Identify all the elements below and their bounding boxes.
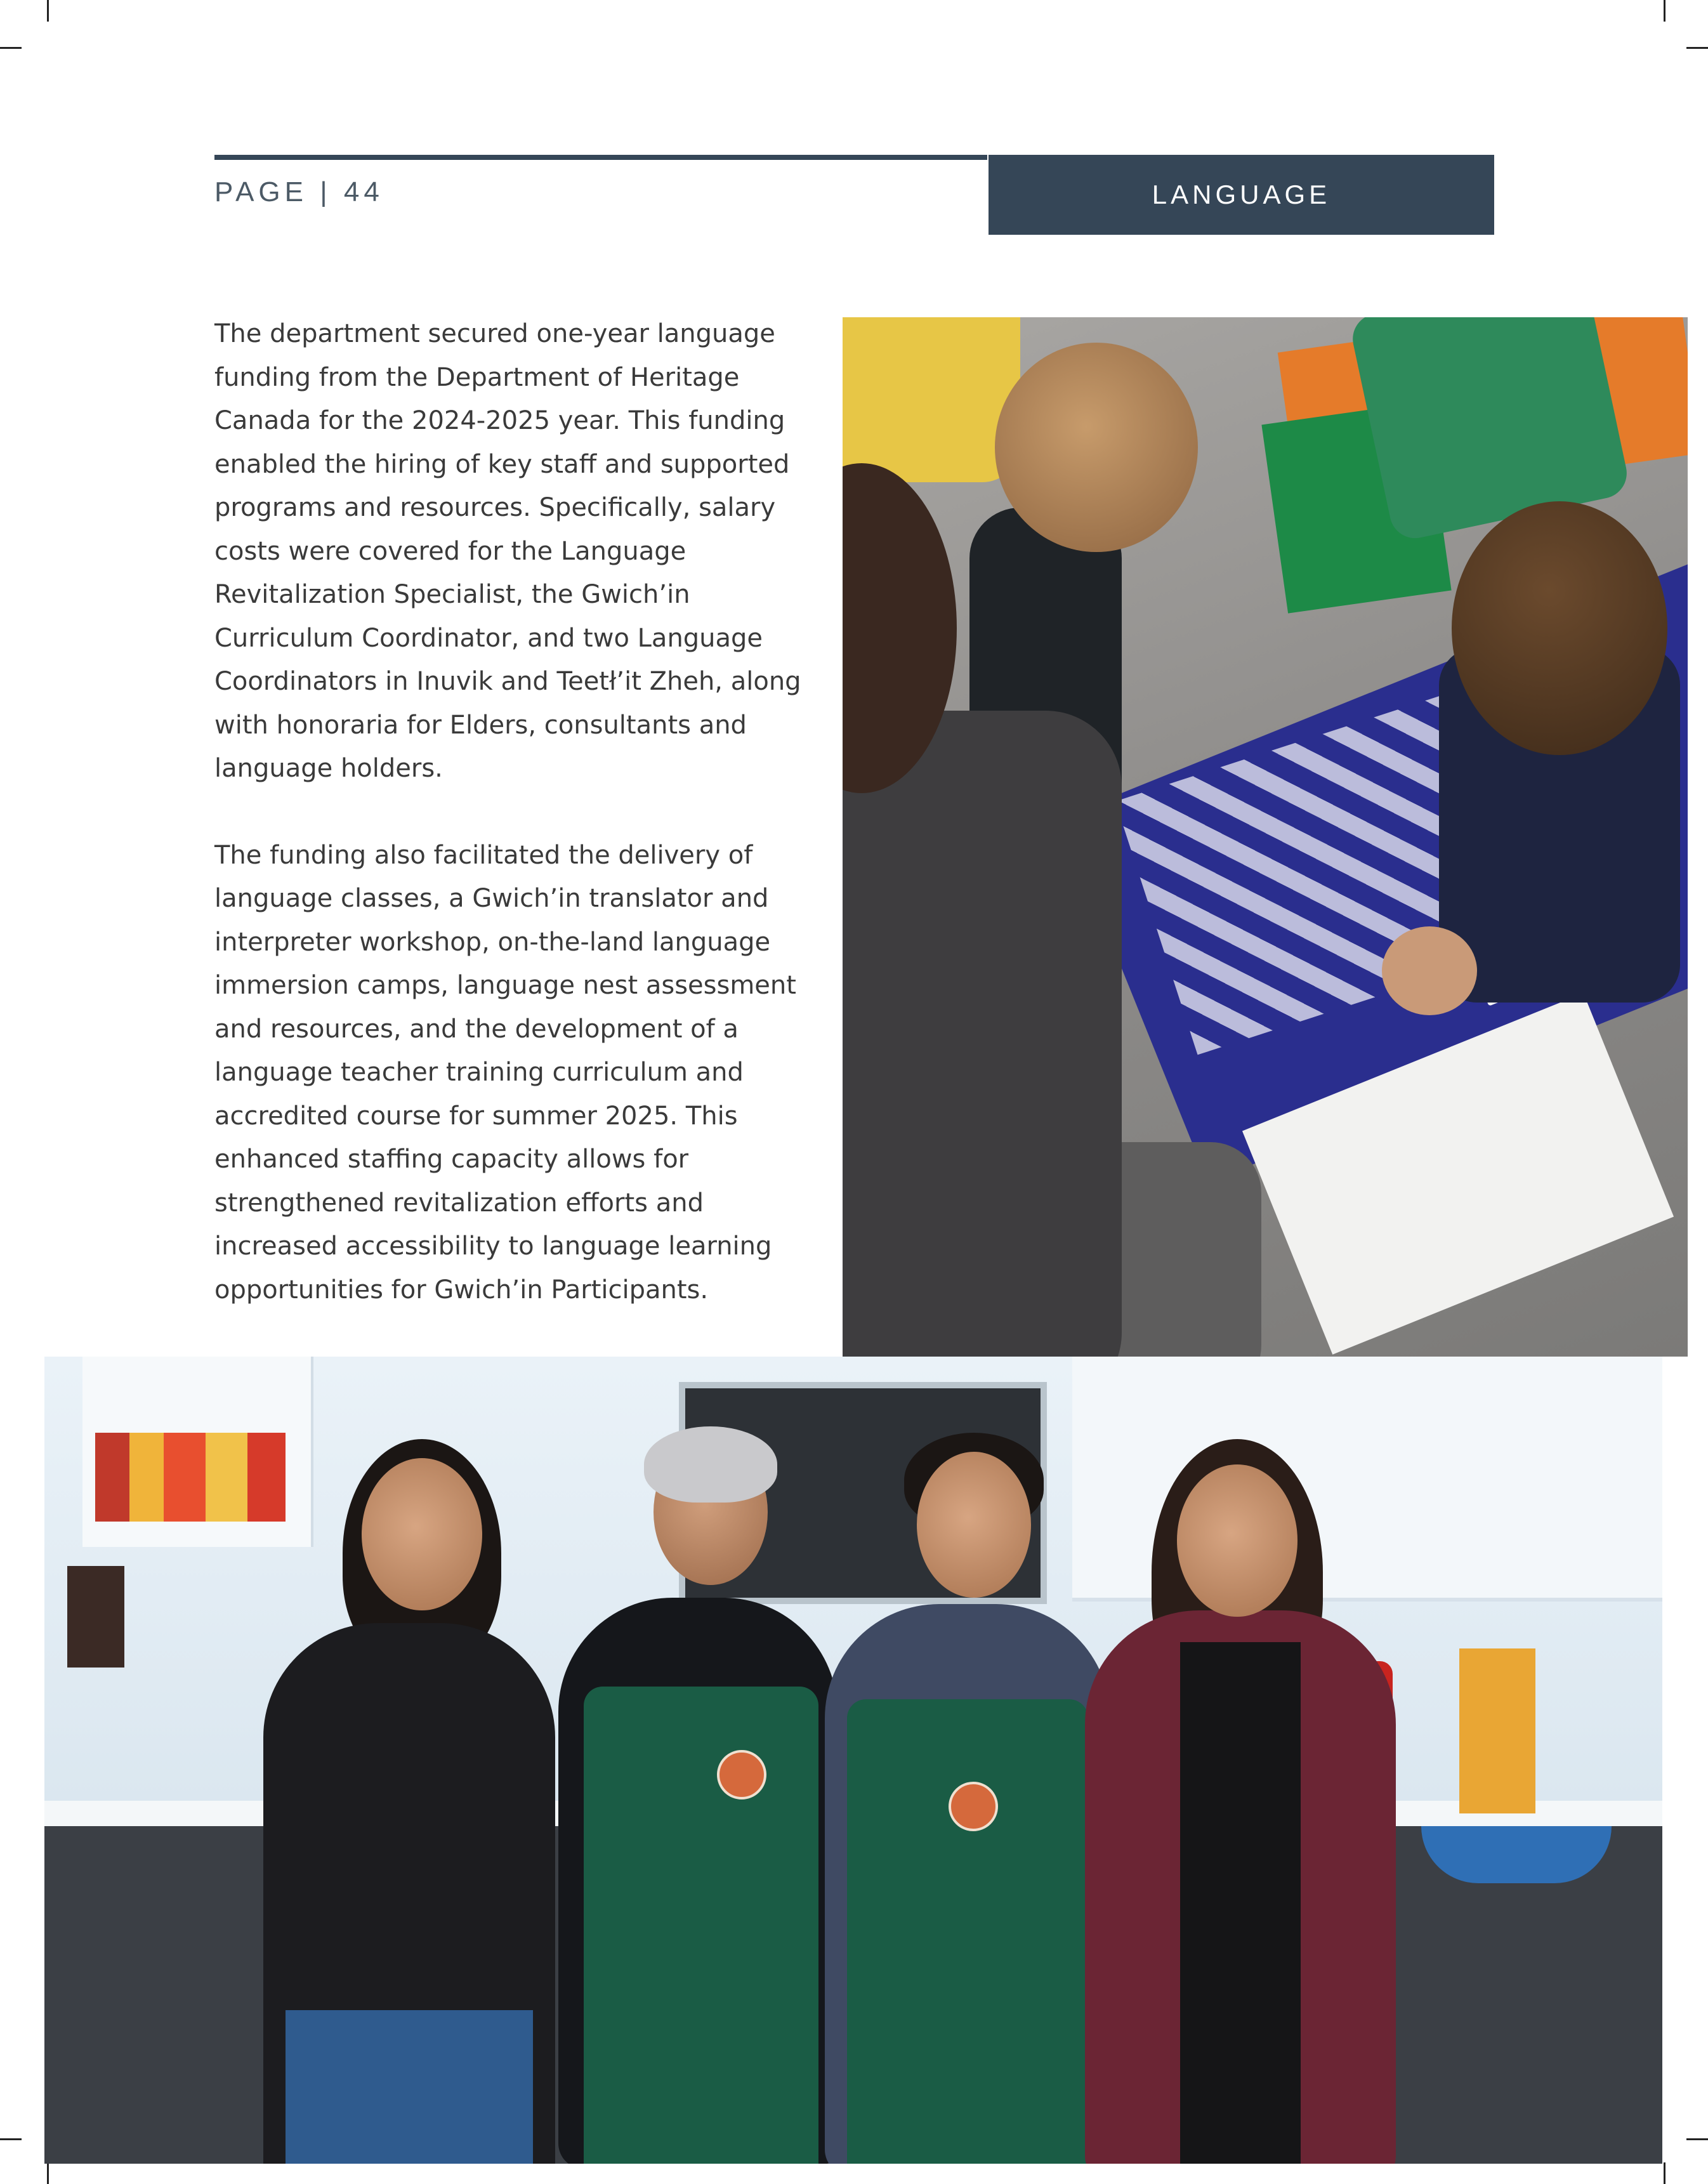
paragraph-funding: The department secured one-year language funding from the Department of Heritage Canada for the 2024-2025 year. This funding enabled the hiring of key staff and supported programs and resources. Specifically, salary costs were covered for the Language Revitalization Specialist, the Gwich’in Curriculum Coordinator, and two Language Coordinators in Inuvik and Teetł’it Zheh, along with honoraria for Elders, consultants and language holders. [214, 319, 801, 783]
crop-mark [1664, 0, 1665, 22]
section-title-label: LANGUAGE [1152, 180, 1331, 209]
paragraph-programs: The funding also facilitated the delivery of language classes, a Gwich’in translator and interpreter workshop, on-the-land language immersion camps, language nest assessment and resources, and the development of a language teacher training curriculum and accredited course for summer 2025. This enhanced staffing capacity allows for strengthened revitalization efforts and increased accessibility to language learning opportunities for Gwich’in Participants. [214, 840, 796, 1305]
crop-mark [47, 2162, 49, 2184]
section-title [989, 155, 1494, 235]
crop-mark [1686, 2138, 1708, 2140]
page-number: PAGE | 44 [214, 176, 384, 207]
header-rule [214, 155, 987, 160]
crop-mark [0, 47, 22, 49]
crop-mark [1664, 2162, 1665, 2184]
photo-group-kitchen [44, 1357, 1662, 2164]
crop-mark [1686, 47, 1708, 49]
crop-mark [0, 2138, 22, 2140]
body-text [214, 312, 824, 1312]
photo-children-language-cards [843, 317, 1688, 1357]
crop-mark [47, 0, 49, 22]
